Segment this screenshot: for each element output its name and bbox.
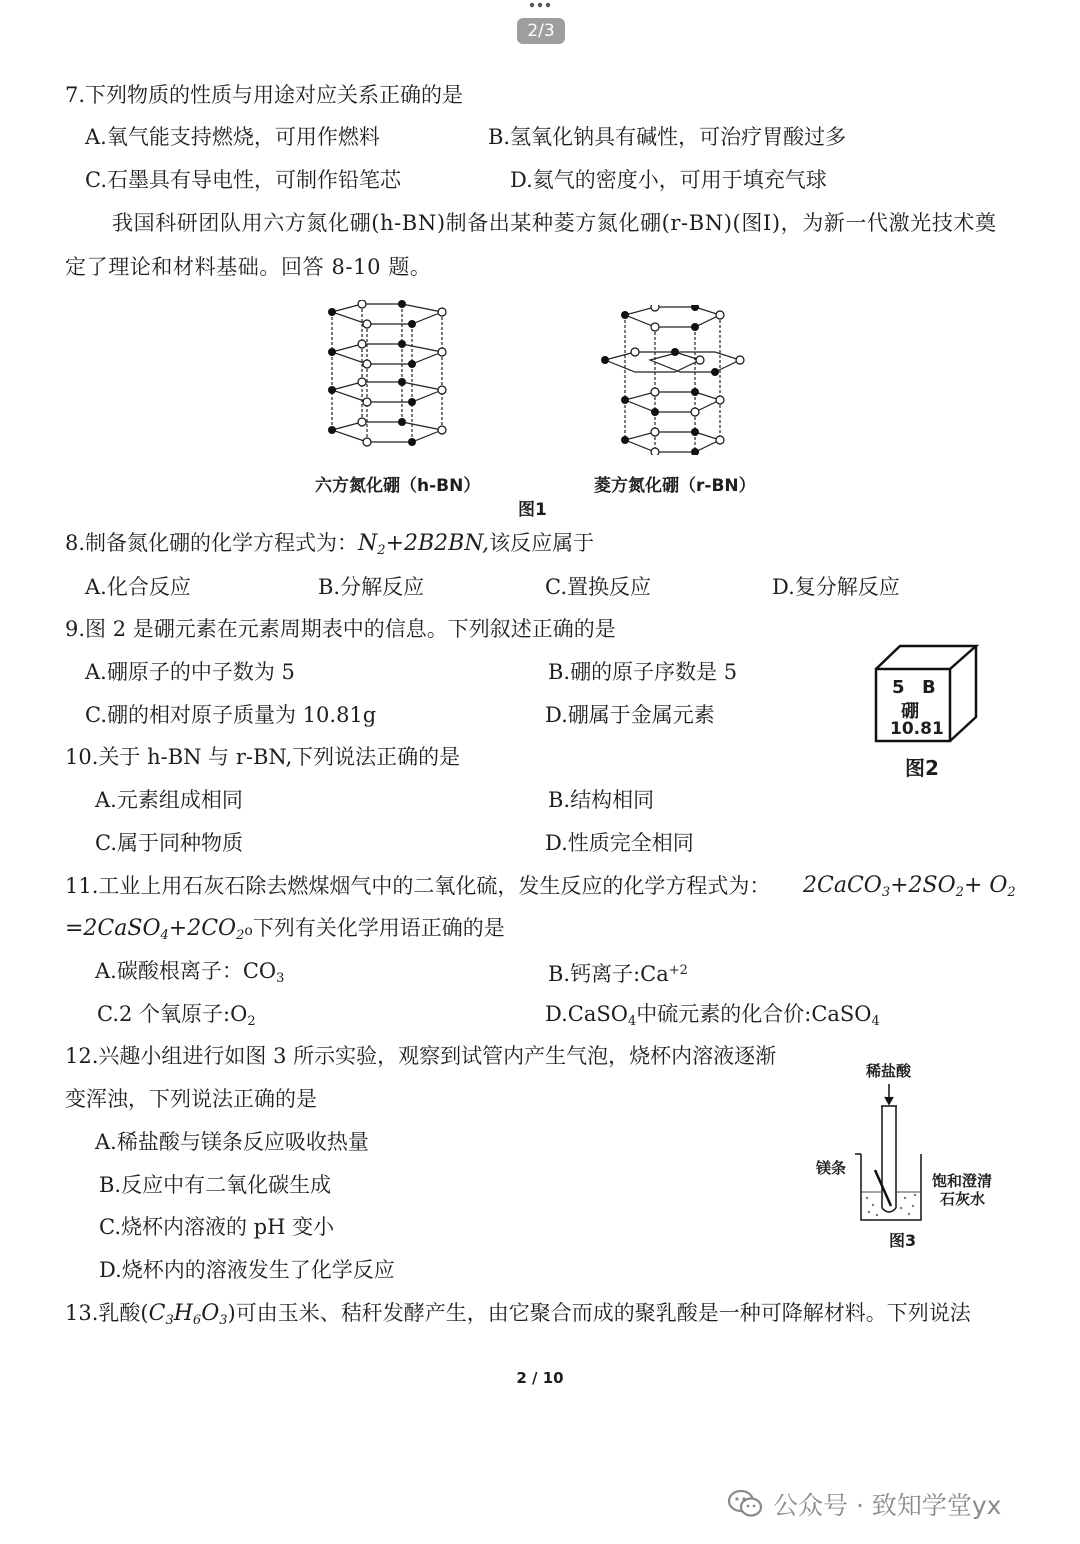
q10-option-b: B.结构相同 — [548, 788, 655, 812]
q8-stem-suffix: 该反应属于 — [489, 531, 595, 555]
q11-stem: 11.工业上用石灰石除去燃煤烟气中的二氧化硫，发生反应的化学方程式为： — [65, 874, 771, 898]
q11-equation-part2: $=2CaSO_4+2CO_2$ — [65, 916, 245, 943]
figure-3-apparatus — [855, 1080, 935, 1225]
page-indicator: 2/3 — [517, 18, 565, 44]
element-number: 5 — [892, 677, 905, 698]
q13-stem — [65, 1298, 971, 1336]
figure-1-r-bn-structure — [600, 305, 750, 455]
q9-option-c: C.硼的相对原子质量为 10.81g — [85, 703, 377, 727]
q8-option-b: B.分解反应 — [318, 575, 425, 599]
figure-1-right-caption: 菱方氮化硼（r-BN） — [594, 476, 756, 496]
q12-stem-line-1: 12.兴趣小组进行如图 3 所示实验，观察到试管内产生气泡，烧杯内溶液逐渐 — [65, 1044, 777, 1068]
q8-eq-n-sub: 2 — [377, 543, 386, 558]
q11-option-d-text2: 中硫元素的化合价:CaSO — [636, 1002, 872, 1026]
q13-formula: $C_3H_6O_3$ — [148, 1301, 228, 1328]
figure-3-acid-label: 稀盐酸 — [866, 1062, 912, 1080]
q12-option-a: A.稀盐酸与镁条反应吸收热量 — [95, 1130, 369, 1154]
q11-line-2: $=2CaSO_4+2CO_2o$下列有关化学用语正确的是 — [65, 916, 505, 943]
figure-3-limewater-label-1: 饱和澄清 — [932, 1172, 993, 1190]
page-number: 2 / 10 — [516, 1369, 564, 1387]
figure-3-label: 图3 — [889, 1231, 917, 1250]
q11-option-b-sup: +2 — [668, 963, 688, 978]
figure-1-label: 图1 — [518, 500, 547, 520]
q8-option-a: A.化合反应 — [85, 575, 191, 599]
q13-suffix: )可由玉米、秸秆发酵产生，由它聚合而成的聚乳酸是一种可降解材料。下列说法 — [227, 1301, 971, 1325]
q8-option-c: C.置换反应 — [545, 575, 651, 599]
element-name: 硼 — [901, 701, 919, 722]
q11-option-d-sub2: 4 — [871, 1014, 880, 1029]
q11-option-a — [95, 956, 284, 994]
q7-option-b: B.氢氧化钠具有碱性，可治疗胃酸过多 — [488, 125, 847, 149]
q7-option-a: A.氧气能支持燃烧，可用作燃料 — [85, 125, 380, 149]
watermark-text: 公众号 · 致知学堂yx — [773, 1491, 1002, 1520]
q10-stem: 10.关于 h-BN 与 r-BN,下列说法正确的是 — [65, 745, 461, 769]
element-mass: 10.81 — [890, 719, 944, 739]
figure-3-mg-label: 镁条 — [816, 1159, 847, 1177]
element-symbol: B — [922, 677, 936, 698]
figure-1-left-caption: 六方氮化硼（h-BN） — [315, 476, 481, 496]
figure-3-limewater-label-2: 石灰水 — [940, 1190, 986, 1208]
q11-option-d-text1: D.CaSO — [545, 1002, 628, 1026]
q11-option-c — [97, 999, 256, 1037]
q8-stem — [65, 528, 594, 566]
q10-option-c: C.属于同种物质 — [95, 831, 243, 855]
figure-2-label: 图2 — [905, 756, 939, 780]
q8-eq-rest: +2B2BN, — [385, 531, 490, 556]
q7-option-d: D.氦气的密度小，可用于填充气球 — [510, 168, 827, 192]
q12-option-d: D.烧杯内的溶液发生了化学反应 — [99, 1258, 395, 1282]
q11-stem-suffix: 下列有关化学用语正确的是 — [252, 916, 505, 940]
q9-option-a: A.硼原子的中子数为 5 — [85, 660, 295, 684]
q9-stem: 9.图 2 是硼元素在元素周期表中的信息。下列叙述正确的是 — [65, 617, 616, 641]
q11-equation-part1: $2CaCO_3+2SO_2+ O_2$ — [803, 873, 1016, 900]
watermark — [727, 1484, 1001, 1524]
wechat-icon — [727, 1489, 763, 1519]
q9-option-d: D.硼属于金属元素 — [545, 703, 715, 727]
q11-option-c-text: C.2 个氧原子:O — [97, 1002, 248, 1026]
q8-option-d: D.复分解反应 — [772, 575, 900, 599]
q10-option-a: A.元素组成相同 — [95, 788, 243, 812]
q9-option-b: B.硼的原子序数是 5 — [548, 660, 738, 684]
q7-stem: 7.下列物质的性质与用途对应关系正确的是 — [65, 83, 464, 107]
q8-equation — [358, 531, 489, 556]
q11-option-b — [548, 956, 688, 989]
q11-option-c-sub: 2 — [247, 1014, 256, 1029]
q11-option-d — [545, 999, 880, 1037]
intro-line-2: 定了理论和材料基础。回答 8-10 题。 — [65, 255, 432, 279]
q13-prefix: 13.乳酸( — [65, 1301, 149, 1325]
q12-option-c: C.烧杯内溶液的 pH 变小 — [99, 1215, 335, 1239]
q11-option-d-sub1: 4 — [627, 1014, 637, 1029]
q11-option-a-sub: 3 — [276, 971, 285, 986]
q8-stem-prefix: 8.制备氮化硼的化学方程式为： — [65, 531, 359, 555]
q12-option-b: B.反应中有二氧化碳生成 — [99, 1173, 332, 1197]
intro-line-1: 我国科研团队用六方氮化硼(h-BN)制备出某种菱方氮化硼(r-BN)(图Ⅰ)，为新一代激光技术奠 — [112, 211, 997, 235]
figure-1-h-bn-structure — [322, 300, 462, 452]
q8-eq-n: N — [358, 531, 378, 556]
q11-option-a-text: A.碳酸根离子：CO — [95, 959, 277, 983]
q11-option-b-text: B.钙离子:Ca — [548, 962, 669, 986]
more-icon[interactable] — [525, 0, 555, 10]
q7-option-c: C.石墨具有导电性，可制作铅笔芯 — [85, 168, 401, 192]
q10-option-d: D.性质完全相同 — [545, 831, 694, 855]
q12-stem-line-2: 变浑浊，下列说法正确的是 — [65, 1087, 317, 1111]
